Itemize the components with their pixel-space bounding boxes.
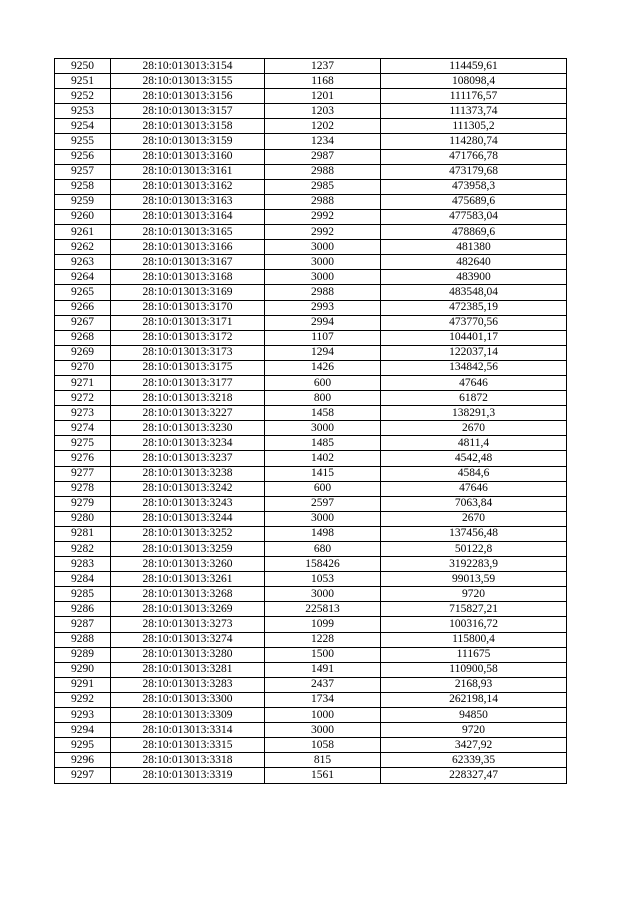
- row-number-cell: 9286: [55, 602, 111, 617]
- table-row: [55, 375, 567, 390]
- value-cell: 137456,48: [381, 526, 567, 541]
- area-cell: 3000: [265, 255, 381, 270]
- row-number-cell: 9271: [55, 375, 111, 390]
- value-cell: 482640: [381, 255, 567, 270]
- row-number-cell: 9255: [55, 134, 111, 149]
- area-cell: 2993: [265, 300, 381, 315]
- cadastral-number-cell: 28:10:013013:3166: [111, 240, 265, 255]
- row-number-cell: 9288: [55, 632, 111, 647]
- table-row: [55, 481, 567, 496]
- row-number-cell: 9296: [55, 753, 111, 768]
- area-cell: 815: [265, 753, 381, 768]
- cadastral-number-cell: 28:10:013013:3238: [111, 466, 265, 481]
- table-row: [55, 134, 567, 149]
- cadastral-number-cell: 28:10:013013:3230: [111, 421, 265, 436]
- cadastral-number-cell: 28:10:013013:3318: [111, 753, 265, 768]
- row-number-cell: 9269: [55, 345, 111, 360]
- table-row: [55, 511, 567, 526]
- value-cell: 262198,14: [381, 692, 567, 707]
- area-cell: 3000: [265, 723, 381, 738]
- value-cell: 111176,57: [381, 89, 567, 104]
- row-number-cell: 9292: [55, 692, 111, 707]
- row-number-cell: 9257: [55, 164, 111, 179]
- cadastral-number-cell: 28:10:013013:3319: [111, 768, 265, 783]
- value-cell: 138291,3: [381, 406, 567, 421]
- cadastral-number-cell: 28:10:013013:3314: [111, 723, 265, 738]
- area-cell: 1228: [265, 632, 381, 647]
- row-number-cell: 9281: [55, 526, 111, 541]
- row-number-cell: 9282: [55, 542, 111, 557]
- value-cell: 114280,74: [381, 134, 567, 149]
- value-cell: 471766,78: [381, 149, 567, 164]
- area-cell: 2437: [265, 677, 381, 692]
- area-cell: 2988: [265, 285, 381, 300]
- row-number-cell: 9291: [55, 677, 111, 692]
- cadastral-number-cell: 28:10:013013:3234: [111, 436, 265, 451]
- table-row: [55, 300, 567, 315]
- row-number-cell: 9278: [55, 481, 111, 496]
- area-cell: 3000: [265, 270, 381, 285]
- row-number-cell: 9277: [55, 466, 111, 481]
- table-row: [55, 345, 567, 360]
- table-row: [55, 194, 567, 209]
- table-row: [55, 179, 567, 194]
- cadastral-number-cell: 28:10:013013:3281: [111, 662, 265, 677]
- cadastral-number-cell: 28:10:013013:3269: [111, 602, 265, 617]
- table-row: [55, 285, 567, 300]
- value-cell: 228327,47: [381, 768, 567, 783]
- table-row: [55, 149, 567, 164]
- table-row: [55, 315, 567, 330]
- area-cell: 1491: [265, 662, 381, 677]
- row-number-cell: 9252: [55, 89, 111, 104]
- row-number-cell: 9280: [55, 511, 111, 526]
- table-row: [55, 270, 567, 285]
- value-cell: 9720: [381, 587, 567, 602]
- table-row: [55, 738, 567, 753]
- table-row: [55, 119, 567, 134]
- table-row: [55, 542, 567, 557]
- cadastral-number-cell: 28:10:013013:3309: [111, 708, 265, 723]
- row-number-cell: 9261: [55, 225, 111, 240]
- area-cell: 1500: [265, 647, 381, 662]
- row-number-cell: 9265: [55, 285, 111, 300]
- table-row: [55, 360, 567, 375]
- row-number-cell: 9272: [55, 391, 111, 406]
- cadastral-number-cell: 28:10:013013:3161: [111, 164, 265, 179]
- value-cell: 481380: [381, 240, 567, 255]
- table-row: [55, 451, 567, 466]
- area-cell: 1099: [265, 617, 381, 632]
- area-cell: 1168: [265, 74, 381, 89]
- row-number-cell: 9289: [55, 647, 111, 662]
- area-cell: 225813: [265, 602, 381, 617]
- cadastral-number-cell: 28:10:013013:3237: [111, 451, 265, 466]
- row-number-cell: 9250: [55, 59, 111, 74]
- table-row: [55, 164, 567, 179]
- area-cell: 1201: [265, 89, 381, 104]
- table-row: [55, 240, 567, 255]
- row-number-cell: 9258: [55, 179, 111, 194]
- cadastral-number-cell: 28:10:013013:3259: [111, 542, 265, 557]
- cadastral-number-cell: 28:10:013013:3261: [111, 572, 265, 587]
- value-cell: 483548,04: [381, 285, 567, 300]
- value-cell: 473179,68: [381, 164, 567, 179]
- row-number-cell: 9284: [55, 572, 111, 587]
- cadastral-number-cell: 28:10:013013:3162: [111, 179, 265, 194]
- area-cell: 2992: [265, 209, 381, 224]
- value-cell: 111305,2: [381, 119, 567, 134]
- area-cell: 800: [265, 391, 381, 406]
- value-cell: 47646: [381, 481, 567, 496]
- row-number-cell: 9283: [55, 557, 111, 572]
- value-cell: 115800,4: [381, 632, 567, 647]
- table-row: [55, 74, 567, 89]
- row-number-cell: 9251: [55, 74, 111, 89]
- area-cell: 1561: [265, 768, 381, 783]
- value-cell: 475689,6: [381, 194, 567, 209]
- value-cell: 47646: [381, 375, 567, 390]
- value-cell: 99013,59: [381, 572, 567, 587]
- cadastral-number-cell: 28:10:013013:3175: [111, 360, 265, 375]
- area-cell: 3000: [265, 511, 381, 526]
- table-row: [55, 436, 567, 451]
- cadastral-number-cell: 28:10:013013:3227: [111, 406, 265, 421]
- cadastral-number-cell: 28:10:013013:3160: [111, 149, 265, 164]
- row-number-cell: 9254: [55, 119, 111, 134]
- table-row: [55, 662, 567, 677]
- value-cell: 2670: [381, 511, 567, 526]
- row-number-cell: 9260: [55, 209, 111, 224]
- cadastral-number-cell: 28:10:013013:3268: [111, 587, 265, 602]
- table-row: [55, 602, 567, 617]
- value-cell: 114459,61: [381, 59, 567, 74]
- value-cell: 62339,35: [381, 753, 567, 768]
- area-cell: 3000: [265, 587, 381, 602]
- cadastral-number-cell: 28:10:013013:3172: [111, 330, 265, 345]
- area-cell: 1053: [265, 572, 381, 587]
- table-row: [55, 723, 567, 738]
- cadastral-number-cell: 28:10:013013:3169: [111, 285, 265, 300]
- row-number-cell: 9263: [55, 255, 111, 270]
- table-row: [55, 692, 567, 707]
- cadastral-number-cell: 28:10:013013:3171: [111, 315, 265, 330]
- area-cell: 1294: [265, 345, 381, 360]
- table-row: [55, 466, 567, 481]
- table-row: [55, 587, 567, 602]
- table-row: [55, 89, 567, 104]
- table-row: [55, 391, 567, 406]
- table-row: [55, 406, 567, 421]
- value-cell: 2168,93: [381, 677, 567, 692]
- table-row: [55, 526, 567, 541]
- row-number-cell: 9270: [55, 360, 111, 375]
- row-number-cell: 9279: [55, 496, 111, 511]
- table-row: [55, 647, 567, 662]
- row-number-cell: 9264: [55, 270, 111, 285]
- value-cell: 111373,74: [381, 104, 567, 119]
- table-row: [55, 209, 567, 224]
- area-cell: 2597: [265, 496, 381, 511]
- row-number-cell: 9256: [55, 149, 111, 164]
- value-cell: 104401,17: [381, 330, 567, 345]
- area-cell: 1058: [265, 738, 381, 753]
- value-cell: 110900,58: [381, 662, 567, 677]
- area-cell: 2994: [265, 315, 381, 330]
- cadastral-number-cell: 28:10:013013:3218: [111, 391, 265, 406]
- cadastral-number-cell: 28:10:013013:3168: [111, 270, 265, 285]
- cadastral-number-cell: 28:10:013013:3280: [111, 647, 265, 662]
- area-cell: 1458: [265, 406, 381, 421]
- value-cell: 473958,3: [381, 179, 567, 194]
- cadastral-number-cell: 28:10:013013:3244: [111, 511, 265, 526]
- area-cell: 1237: [265, 59, 381, 74]
- row-number-cell: 9293: [55, 708, 111, 723]
- table-row: [55, 104, 567, 119]
- value-cell: 3192283,9: [381, 557, 567, 572]
- area-cell: 1426: [265, 360, 381, 375]
- row-number-cell: 9285: [55, 587, 111, 602]
- cadastral-number-cell: 28:10:013013:3315: [111, 738, 265, 753]
- cadastral-number-cell: 28:10:013013:3156: [111, 89, 265, 104]
- area-cell: 1203: [265, 104, 381, 119]
- area-cell: 600: [265, 481, 381, 496]
- cadastral-table: [54, 58, 567, 784]
- area-cell: 1402: [265, 451, 381, 466]
- area-cell: 1107: [265, 330, 381, 345]
- table-row: [55, 421, 567, 436]
- area-cell: 2992: [265, 225, 381, 240]
- cadastral-number-cell: 28:10:013013:3163: [111, 194, 265, 209]
- table-row: [55, 708, 567, 723]
- row-number-cell: 9267: [55, 315, 111, 330]
- table-row: [55, 255, 567, 270]
- area-cell: 2988: [265, 164, 381, 179]
- value-cell: 134842,56: [381, 360, 567, 375]
- table-row: [55, 572, 567, 587]
- area-cell: 3000: [265, 421, 381, 436]
- area-cell: 3000: [265, 240, 381, 255]
- value-cell: 3427,92: [381, 738, 567, 753]
- row-number-cell: 9273: [55, 406, 111, 421]
- table-row: [55, 496, 567, 511]
- area-cell: 1415: [265, 466, 381, 481]
- row-number-cell: 9266: [55, 300, 111, 315]
- value-cell: 4542,48: [381, 451, 567, 466]
- value-cell: 61872: [381, 391, 567, 406]
- value-cell: 108098,4: [381, 74, 567, 89]
- row-number-cell: 9295: [55, 738, 111, 753]
- value-cell: 473770,56: [381, 315, 567, 330]
- cadastral-number-cell: 28:10:013013:3300: [111, 692, 265, 707]
- table-row: [55, 768, 567, 783]
- row-number-cell: 9259: [55, 194, 111, 209]
- value-cell: 4584,6: [381, 466, 567, 481]
- area-cell: 1498: [265, 526, 381, 541]
- value-cell: 9720: [381, 723, 567, 738]
- value-cell: 715827,21: [381, 602, 567, 617]
- row-number-cell: 9294: [55, 723, 111, 738]
- cadastral-number-cell: 28:10:013013:3170: [111, 300, 265, 315]
- row-number-cell: 9268: [55, 330, 111, 345]
- row-number-cell: 9290: [55, 662, 111, 677]
- row-number-cell: 9297: [55, 768, 111, 783]
- cadastral-number-cell: 28:10:013013:3165: [111, 225, 265, 240]
- value-cell: 111675: [381, 647, 567, 662]
- area-cell: 1734: [265, 692, 381, 707]
- table-row: [55, 617, 567, 632]
- cadastral-number-cell: 28:10:013013:3260: [111, 557, 265, 572]
- table-row: [55, 330, 567, 345]
- value-cell: 94850: [381, 708, 567, 723]
- cadastral-number-cell: 28:10:013013:3173: [111, 345, 265, 360]
- row-number-cell: 9276: [55, 451, 111, 466]
- value-cell: 100316,72: [381, 617, 567, 632]
- cadastral-number-cell: 28:10:013013:3154: [111, 59, 265, 74]
- row-number-cell: 9262: [55, 240, 111, 255]
- row-number-cell: 9287: [55, 617, 111, 632]
- cadastral-number-cell: 28:10:013013:3157: [111, 104, 265, 119]
- table-body: [55, 59, 567, 784]
- cadastral-number-cell: 28:10:013013:3252: [111, 526, 265, 541]
- cadastral-number-cell: 28:10:013013:3274: [111, 632, 265, 647]
- table-row: [55, 677, 567, 692]
- area-cell: 600: [265, 375, 381, 390]
- table-row: [55, 632, 567, 647]
- table-row: [55, 753, 567, 768]
- area-cell: 2988: [265, 194, 381, 209]
- cadastral-number-cell: 28:10:013013:3273: [111, 617, 265, 632]
- value-cell: 483900: [381, 270, 567, 285]
- value-cell: 7063,84: [381, 496, 567, 511]
- value-cell: 478869,6: [381, 225, 567, 240]
- area-cell: 1202: [265, 119, 381, 134]
- area-cell: 1234: [265, 134, 381, 149]
- cadastral-number-cell: 28:10:013013:3177: [111, 375, 265, 390]
- cadastral-number-cell: 28:10:013013:3283: [111, 677, 265, 692]
- cadastral-number-cell: 28:10:013013:3242: [111, 481, 265, 496]
- cadastral-number-cell: 28:10:013013:3158: [111, 119, 265, 134]
- cadastral-number-cell: 28:10:013013:3159: [111, 134, 265, 149]
- cadastral-number-cell: 28:10:013013:3155: [111, 74, 265, 89]
- value-cell: 2670: [381, 421, 567, 436]
- area-cell: 2985: [265, 179, 381, 194]
- area-cell: 158426: [265, 557, 381, 572]
- table-row: [55, 557, 567, 572]
- row-number-cell: 9274: [55, 421, 111, 436]
- value-cell: 122037,14: [381, 345, 567, 360]
- value-cell: 472385,19: [381, 300, 567, 315]
- value-cell: 50122,8: [381, 542, 567, 557]
- cadastral-number-cell: 28:10:013013:3164: [111, 209, 265, 224]
- table-row: [55, 225, 567, 240]
- value-cell: 477583,04: [381, 209, 567, 224]
- area-cell: 680: [265, 542, 381, 557]
- area-cell: 2987: [265, 149, 381, 164]
- row-number-cell: 9253: [55, 104, 111, 119]
- table-row: [55, 59, 567, 74]
- area-cell: 1485: [265, 436, 381, 451]
- value-cell: 4811,4: [381, 436, 567, 451]
- row-number-cell: 9275: [55, 436, 111, 451]
- cadastral-number-cell: 28:10:013013:3243: [111, 496, 265, 511]
- cadastral-number-cell: 28:10:013013:3167: [111, 255, 265, 270]
- area-cell: 1000: [265, 708, 381, 723]
